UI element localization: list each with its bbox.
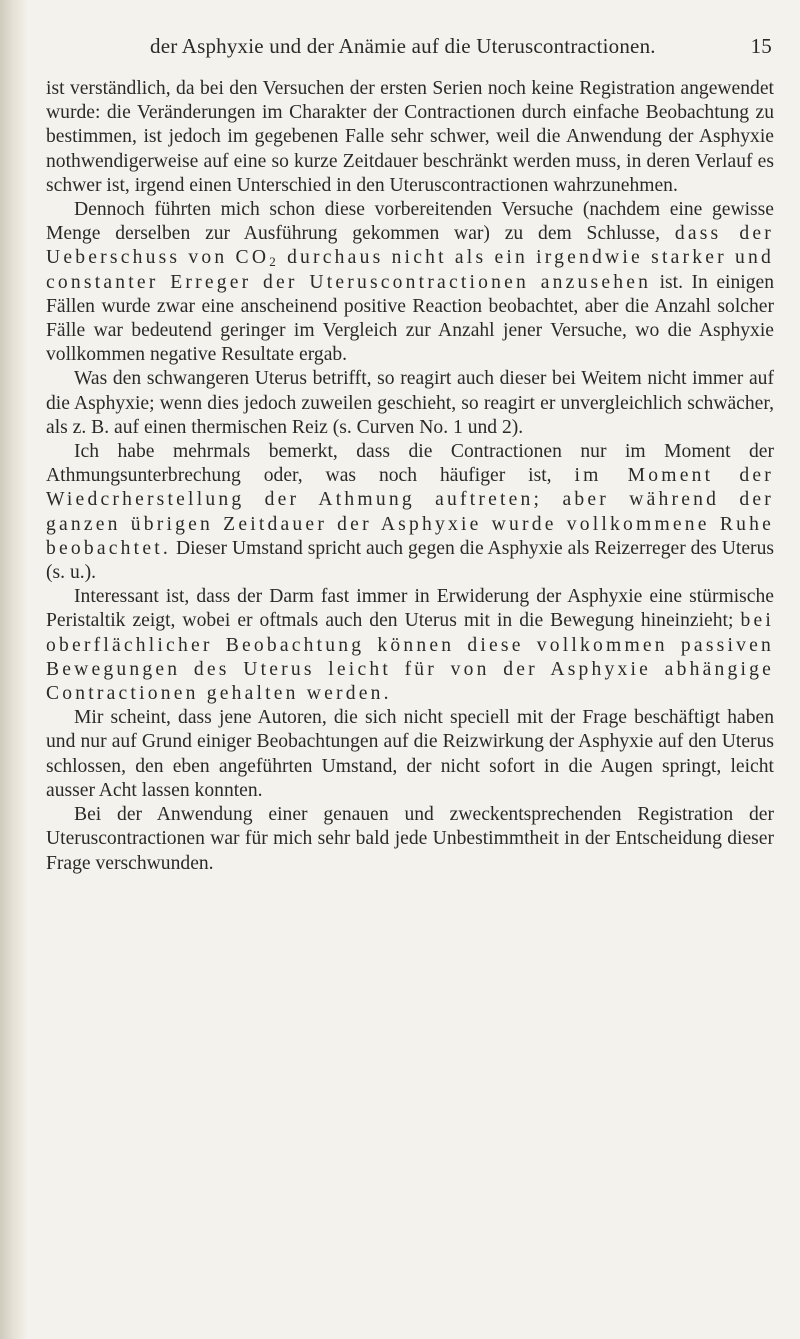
paragraph-4: [46, 440, 774, 585]
page-binding-edge: [0, 0, 28, 1339]
emphasis-text: bei oberflächlicher Beobachtung können diese vollkommen passiven Bewegungen des Uterus leicht für von der Asphyxie abhängige Contractionen gehalten werden.: [46, 610, 774, 705]
paragraph-6: Mir scheint, dass jene Autoren, die sich nicht speciell mit der Frage beschäftigt haben und nur auf Grund einiger Beobachtungen auf die Reizwirkung der Asphyxie auf den Uterus schlossen, den eben angeführten Umstand, der nicht sofort in die Augen springt, leicht ausser Acht lassen konnten.: [46, 707, 774, 801]
emphasis-text: im Moment der Wiedcrherstellung der Athmung auftreten; aber während der ganzen übrigen Zeitdauer der Asphyxie wurde vollkommene Ruhe beobachtet.: [46, 465, 774, 559]
emphasis-text: dass der Ueberschuss von $CO_2$ durchaus nicht als ein irgendwie starker und constanter Erreger der Uteruscontractionen anzusehen: [46, 223, 774, 293]
document-page: [46, 34, 774, 876]
subscript: 2: [269, 254, 279, 270]
paragraph-4-text-a: Ich habe mehrmals bemerkt, dass die Contractionen nur im Moment der Athmungsunterbrechung oder, was noch häufiger ist,: [46, 441, 774, 487]
page-number: 15: [750, 34, 772, 58]
paragraph-3: Was den schwangeren Uterus betrifft, so reagirt auch dieser bei Weitem nicht immer auf die Asphyxie; wenn dies jedoch zuweilen geschieht, so reagirt er unvergleichlich schwächer, als z. B. auf einen thermischen Reiz (s. Curven No. 1 und 2).: [46, 368, 774, 438]
paragraph-2-text-d: ist. In einigen Fällen wurde zwar eine anscheinend positive Reaction beobachtet, aber die Anzahl solcher Fälle war bedeutend geringer im Vergleich zur Anzahl jener Versuche, wo die Asphyxie vollkommen negative Resultate ergab.: [46, 271, 774, 366]
running-title: der Asphyxie und der Anämie auf die Uteruscontractionen.: [150, 34, 656, 58]
paragraph-2: [46, 198, 774, 367]
paragraph-2-text-a: Dennoch führten mich schon diese vorbereitenden Versuche (nachdem eine gewisse Menge derselben zur Ausführung gekommen war) zu dem Schlusse,: [46, 199, 774, 245]
paragraph-4-text-c: Dieser Umstand spricht auch gegen die Asphyxie als Reizerreger des Uterus (s. u.).: [46, 537, 774, 584]
running-header: [150, 34, 774, 59]
paragraph-5: [46, 585, 774, 706]
paragraph-7: Bei der Anwendung einer genauen und zweckentsprechenden Registration der Uteruscontractionen war für mich sehr bald jede Unbestimmtheit in der Entscheidung dieser Frage verschwunden.: [46, 804, 774, 874]
paragraph-1: ist verständlich, da bei den Versuchen der ersten Serien noch keine Registration angewendet wurde: die Veränderungen im Charakter der Contractionen durch einfache Beobachtung zu bestimmen, ist jedoch im gegebenen Falle sehr schwer, weil die Anwendung der Asphyxie nothwendigerweise auf eine so kurze Zeitdauer beschränkt werden muss, in deren Verlauf es schwer ist, irgend einen Unterschied in den Uteruscontractionen wahrzunehmen.: [46, 78, 774, 196]
paragraph-5-text-a: Interessant ist, dass der Darm fast immer in Erwiderung der Asphyxie eine stürmische Peristaltik zeigt, wobei er oftmals auch den Uterus mit in die Bewegung hineinzieht;: [46, 586, 774, 632]
